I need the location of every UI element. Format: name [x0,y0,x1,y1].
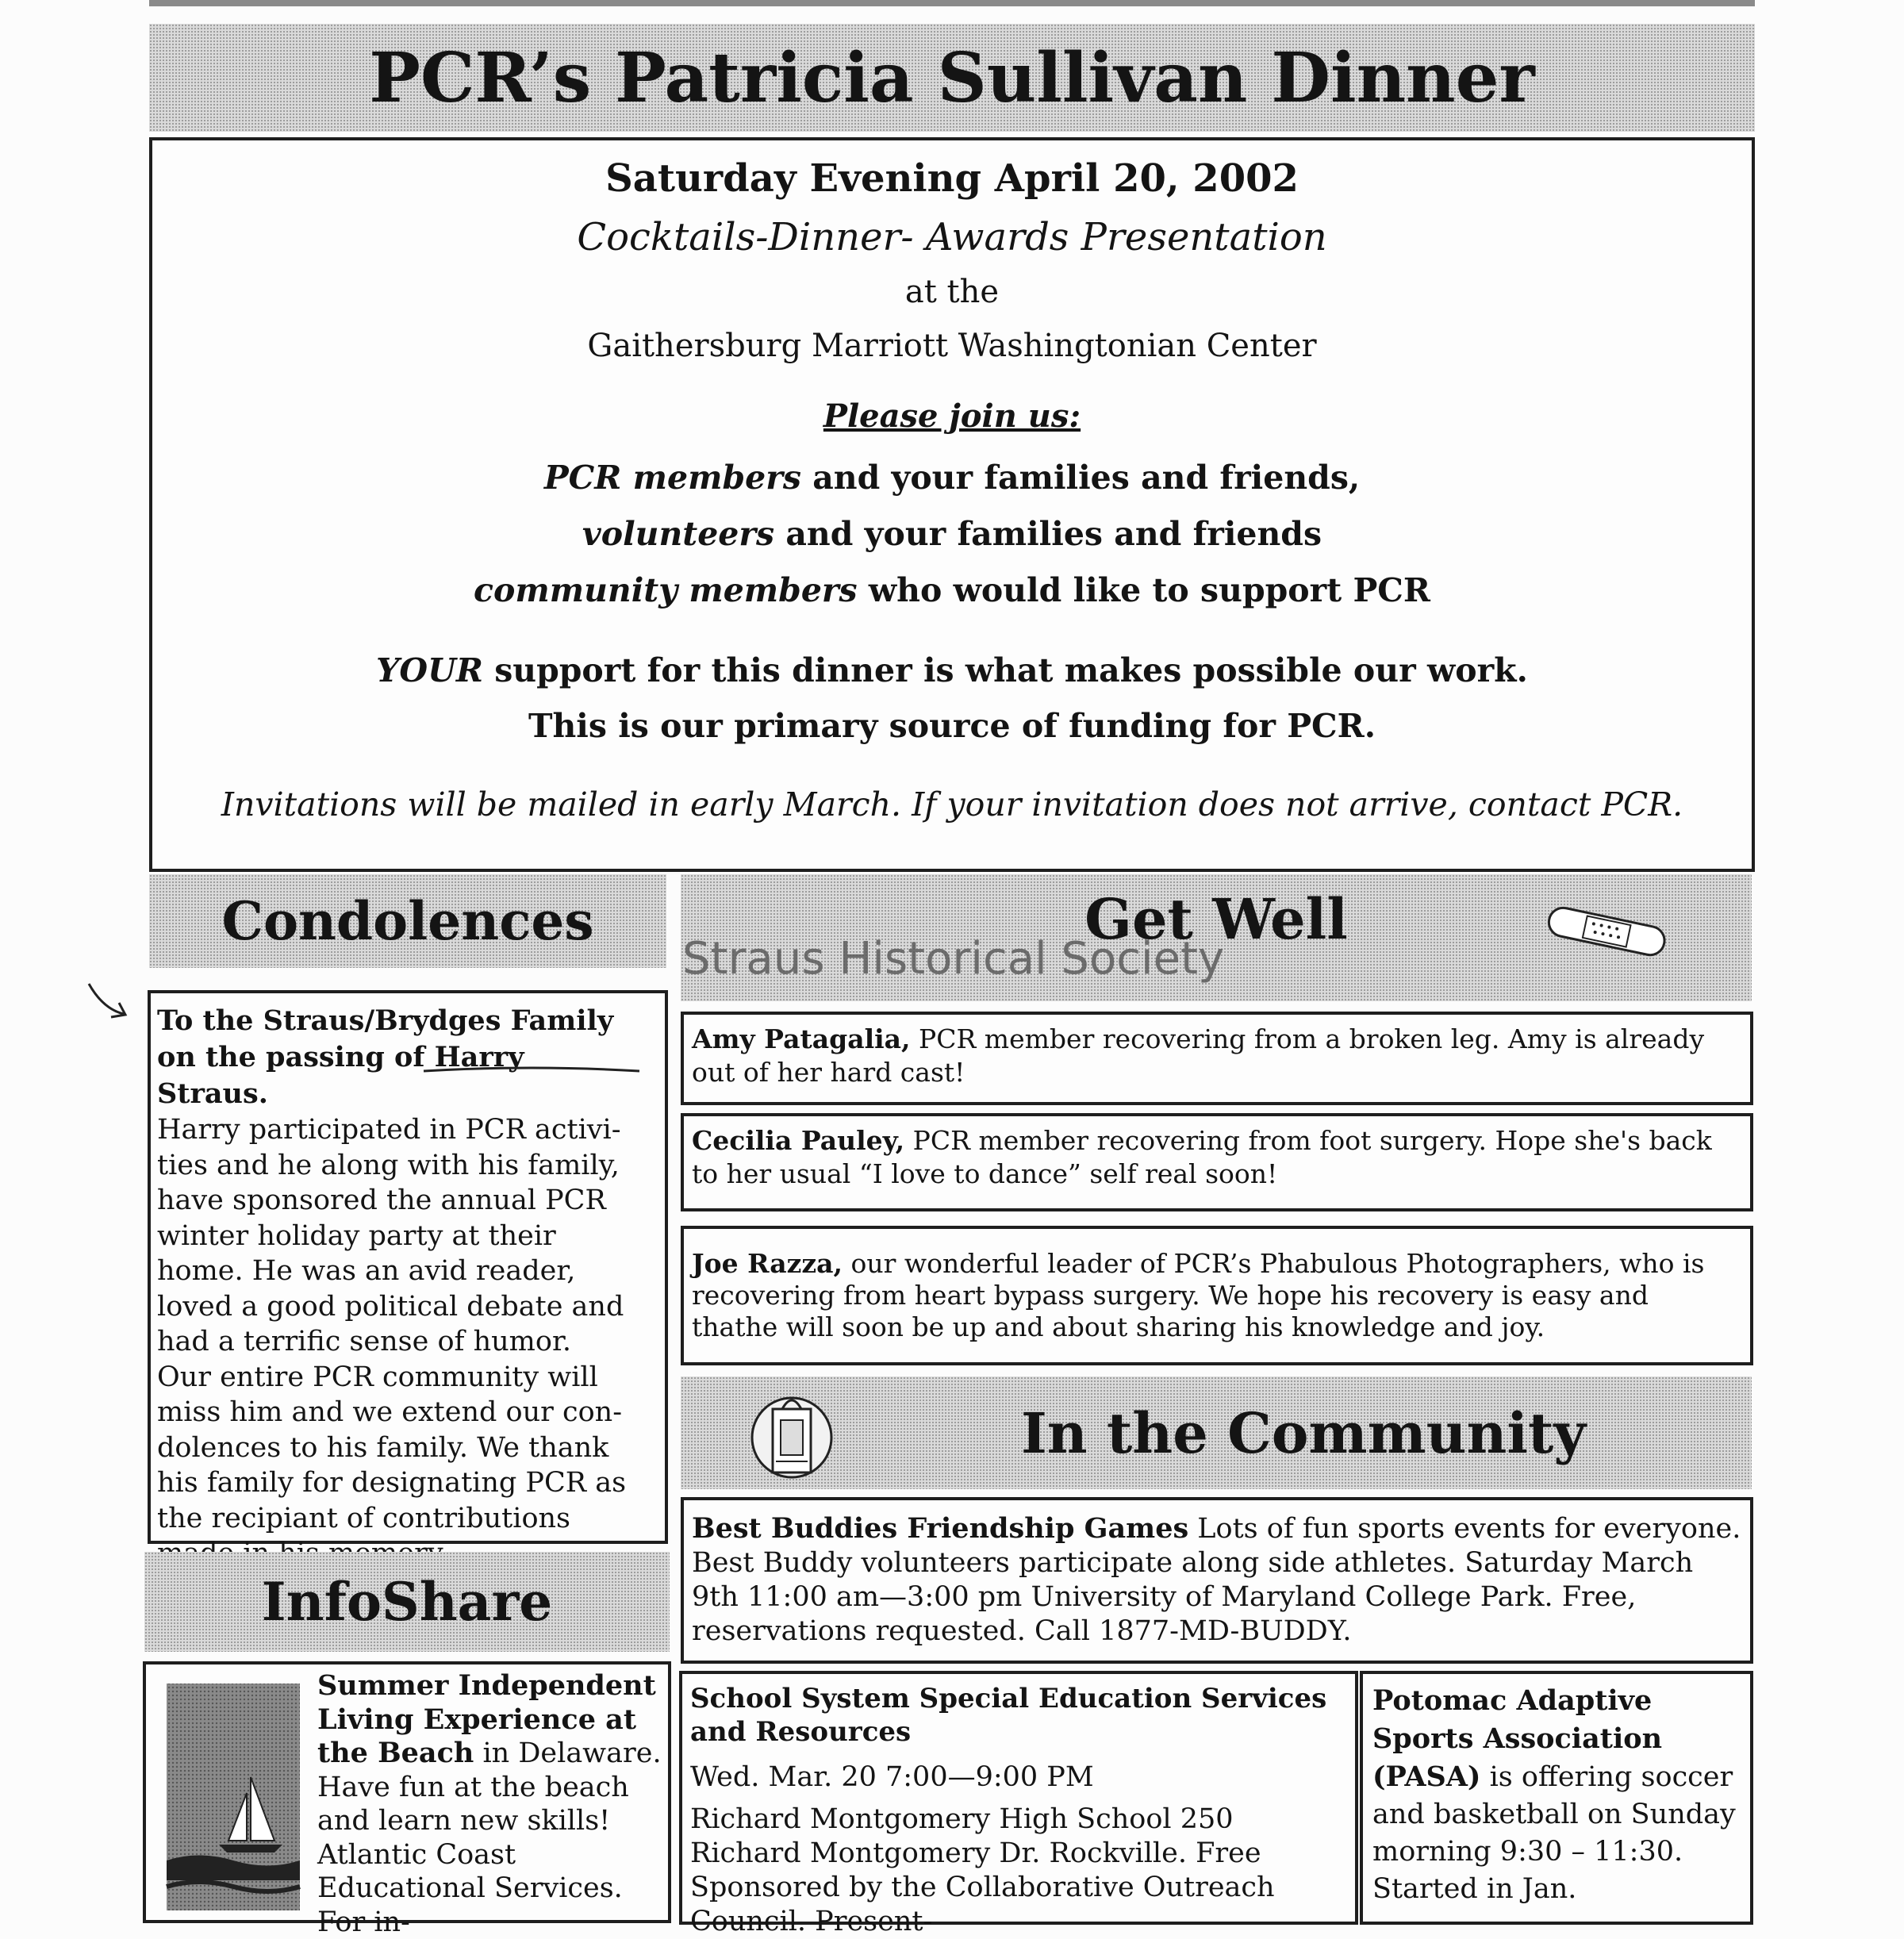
pasa-name: Potomac Adaptive Sports Association (PASA) [1372,1684,1663,1793]
support-rest: support for this dinner is what makes possible our work. [482,651,1528,689]
get-well-name: Joe Razza, [692,1248,843,1279]
get-well-card [681,1113,1753,1211]
invitations-note: Invitations will be mailed in early March. If your invitation does not arrive, contact PCR. [221,785,1683,824]
school-services-text: Richard Montgomery High School 250 Richard Montgomery Dr. Rockville. Free Sponsored by the Collaborative Outreach Council. Present- [690,1803,1275,1937]
infoshare-header [144,1552,670,1652]
condolences-line: winter holiday party at their [157,1219,556,1252]
get-well-heading: Get Well [1084,885,1348,952]
invitee-emphasis: PCR members [543,459,801,497]
get-well-name: Cecilia Pauley, [692,1125,905,1156]
condolences-line: home. He was an avid reader, [157,1255,576,1287]
handwritten-underline-icon [420,1062,643,1081]
bandage-icon [1543,904,1670,960]
invitee-emphasis: community members [474,571,858,609]
condolences-line: ties and he along with his family, [157,1149,620,1181]
invitee-line [152,450,1752,506]
condolences-line: miss him and we extend our con- [157,1396,623,1428]
condolences-line: have sponsored the annual PCR [157,1185,606,1216]
get-well-card [681,1012,1753,1105]
infoshare-item [317,1669,666,1939]
event-venue: Gaithersburg Marriott Washingtonian Center [587,328,1317,364]
invitee-rest: and your families and friends, [800,459,1361,497]
join-heading: Please join us: [823,397,1081,435]
invitee-rest: who would like to support PCR [857,571,1430,609]
lantern-icon [744,1385,839,1484]
condolences-line: his family for designating PCR as [157,1467,627,1499]
condolences-line: Harry participated in PCR activi- [157,1114,621,1146]
invitee-list [152,450,1752,619]
condolences-line: the recipiant of contributions [157,1502,571,1534]
condolences-body [157,1112,658,1572]
handwritten-arrow-icon [79,977,135,1025]
event-date: Saturday Evening April 20, 2002 [605,156,1299,201]
watermark: Straus Historical Society [682,933,1225,985]
condolences-lead: To the Straus/Brydges Family on the passing of Harry Straus. [157,1004,614,1110]
infoshare-box [143,1661,671,1938]
event-subtitle: Cocktails-Dinner- Awards Presentation [577,215,1327,259]
condolences-line: dolences to his family. We thank [157,1431,609,1464]
best-buddies-name: Best Buddies Friendship Games [692,1512,1189,1545]
pasa-text: is offering soccer and basketball on Sunday morning 9:30 – 11:30. Started in Jan. [1372,1761,1736,1905]
page-title [149,24,1755,132]
support-line [152,643,1752,698]
condolences-line: loved a good political debate and [157,1290,624,1323]
condolences-line: had a terrific sense of humor. [157,1326,571,1357]
get-well-text: our wonderful leader of PCR’s Phabulous Photographers, who is recovering from heart bypass surgery. We hope his recovery is easy and thathe will soon be up and about sharing his knowledge and joy. [692,1248,1705,1342]
school-services-card [679,1671,1358,1937]
invitee-line [152,563,1752,619]
school-services-title: School System Special Education Services and Resources [690,1683,1327,1748]
get-well-text: PCR member recovering from a broken leg. Amy is already out of her hard cast! [692,1023,1705,1088]
community-header [681,1376,1752,1489]
community-heading: In the Community [1020,1400,1587,1466]
infoshare-item-text: in Delaware. Have fun at the beach and learn new skills! Atlantic Coast Educational Services. For in- [317,1737,662,1938]
event-box [149,137,1755,872]
condolences-line: Our entire PCR community will [157,1361,598,1393]
condolences-header [149,874,666,968]
top-rule [149,0,1755,6]
infoshare-heading: InfoShare [261,1571,553,1633]
invitee-line [152,506,1752,563]
pasa-card [1360,1671,1753,1925]
get-well-name: Amy Patagalia, [692,1023,911,1054]
page-title-text: PCR’s Patricia Sullivan Dinner [369,37,1535,118]
funding-line: This is our primary source of funding for PCR. [528,707,1376,745]
school-services-when: Wed. Mar. 20 7:00—9:00 PM [690,1761,1094,1793]
get-well-card [681,1226,1753,1365]
get-well-text: PCR member recovering from foot surgery. Hope she's back to her usual “I love to dance” self real soon! [692,1125,1712,1189]
invitee-emphasis: volunteers [582,515,775,553]
invitee-rest: and your families and friends [774,515,1322,553]
condolences-heading: Condolences [221,890,594,952]
best-buddies-card [681,1497,1753,1664]
sailboat-beach-icon [163,1682,303,1912]
support-emphasis: YOUR [376,651,483,689]
infoshare-item-title: Summer Independent Living Experience at the Beach [317,1669,656,1769]
event-at: at the [904,274,1000,310]
best-buddies-text: Lots of fun sports events for everyone. Best Buddy volunteers participate along side athletes. Saturday March 9th 11:00 am—3:00 pm University of Maryland College Park. Free, reservations requested. Call 1877-MD-BUDDY. [692,1513,1741,1647]
